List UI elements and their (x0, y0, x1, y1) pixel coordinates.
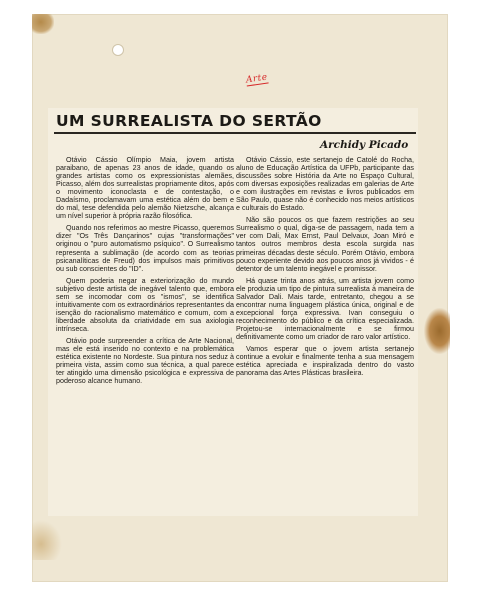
paragraph: Vamos esperar que o jovem artista sertanejo continue a evoluir e finalmente tenha a sua mensagem estética apreciada e inspiralizada dentro do vasto panorama das Artes Plásticas brasileira. (236, 345, 414, 378)
punch-hole (112, 44, 124, 56)
paragraph: Otávio Cássio, este sertanejo de Catolé do Rocha, aluno de Educação Artística da UFPb, participante das discussões sobre História da Arte no Espaço Cultural, com diversas exposições realizadas em galerias de Arte e com ilustrações em revistas e livros publicados em São Paulo, quase não é conhecido nos meios artísticos e culturais do Estado. (236, 156, 414, 213)
article-column-right (236, 156, 414, 381)
article-byline: Archidy Picado (320, 139, 409, 151)
stain-right (424, 308, 450, 354)
headline-rule (54, 132, 416, 134)
stain-top-left (32, 14, 54, 34)
paragraph: Não são poucos os que fazem restrições ao seu Surrealismo o qual, diga-se de passagem, nada tem a ver com Dali, Max Ernst, Paul Delvaux, Joan Miró e tantos outros membros desta escola surgida nas primeiras décadas deste século. Porém Otávio, embora pouco experiente devido aos poucos anos já vividos - é detentor de um talento inegável e promissor. (236, 216, 414, 273)
stain-bottom-left (32, 520, 62, 560)
paragraph: Há quase trinta anos atrás, um artista jovem como ele produzia um tipo de pintura surrealista à maneira de Salvador Dali. Mais tarde, entretanto, chegou a se encontrar numa linguagem plástica única, original e de excepcional força expressiva. Ivan conseguiu o reconhecimento do público e da crítica especializada. Projetou-se internacionalmente e se firmou definitivamente como um criador de raro valor artístico. (236, 276, 414, 341)
paragraph: Otávio pode surpreender a crítica de Arte Nacional, mas ele está inserido no contexto e na problemática estética existente no Nordeste. Sua pintura nos seduz à primeira vista, assim como sua técnica, a qual parece ter atingido uma dimensão psicológica e expressiva de poderoso alcance humano. (56, 336, 234, 386)
paragraph: Quando nos referimos ao mestre Picasso, queremos dizer "Os Três Dançarinos" cujas "transformações" originou o "puro automatismo psíquico". O Surrealismo representa a sublimação (de acordo com as teorias psicanalíticas de Freud) dos impulsos mais primitivos ou sub conscientes do "ID". (56, 224, 234, 273)
article-headline: UM SURREALISTA DO SERTÃO (56, 112, 322, 130)
handwritten-annotation: Arte (245, 72, 269, 86)
paragraph: Quem poderia negar a exteriorização do mundo subjetivo deste artista de inegável talento que, embora sem se incomodar com os "ismos", se identifica intuitivamente com os extraordinários representantes da isenção do racionalismo matemático e comum, com a liberdade absoluta da criatividade em sua axiologia intrínseca. (56, 276, 234, 333)
article-column-left (56, 156, 234, 389)
paragraph: Otávio Cássio Olímpio Maia, jovem artista paraibano, de apenas 23 anos de idade, quando os grandes artistas como os expressionistas alemães, Picasso, além dos surrealistas propriamente ditos, após o movimento iconoclasta e de contestação, o Dadaísmo, proclamavam uma estética além do bem e do mal, tese defendida pelo alemão Nietzsche, alcança um nível superior à própria razão filosófica. (56, 156, 234, 221)
